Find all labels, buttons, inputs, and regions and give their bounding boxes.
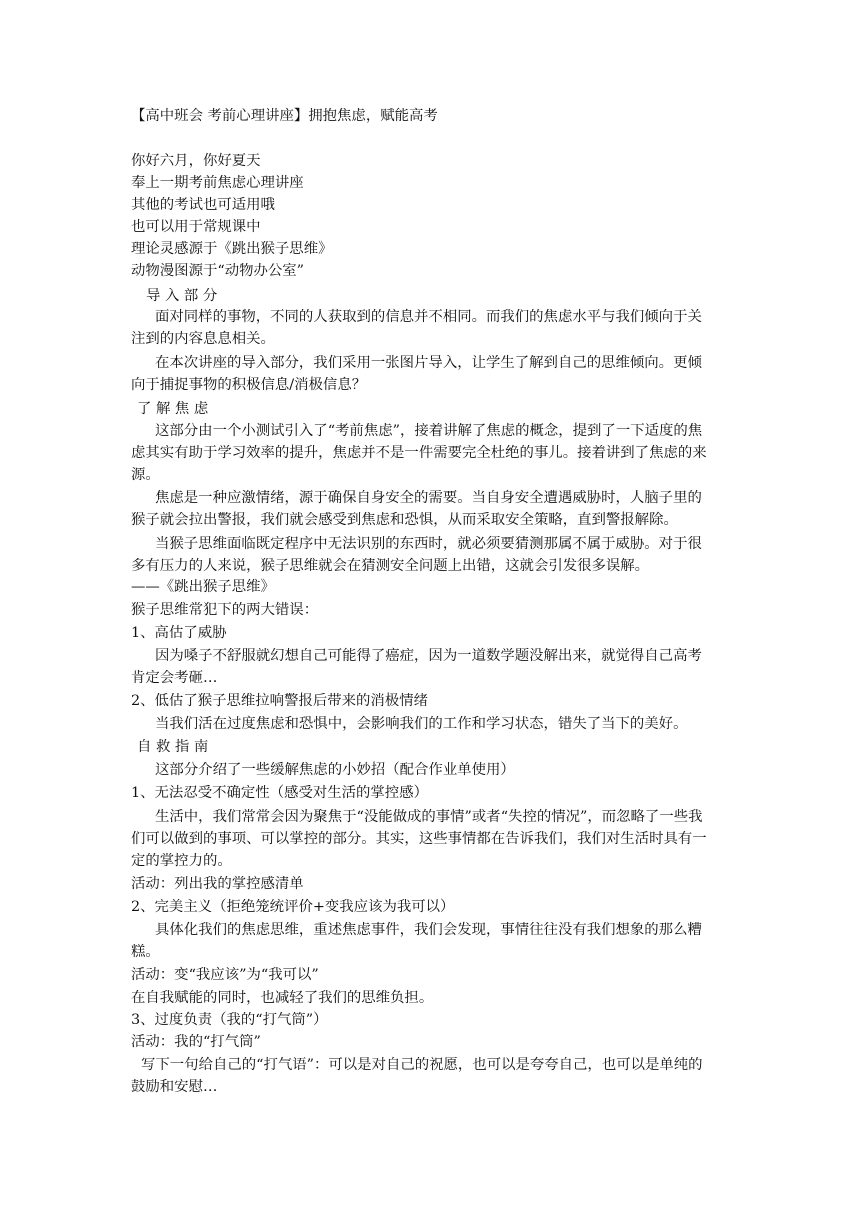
list-item-title: 1、高估了威胁 [131,625,227,641]
paragraph-line: 因为嗓子不舒服就幻想自己可能得了癌症，因为一道数学题没解出来，就觉得自己高考 [155,648,702,664]
paragraph-line: 定的掌控力的。 [131,853,232,869]
intro-line: 也可以用于常规课中 [131,219,261,235]
quote-source: ——《跳出猴子思维》 [131,579,275,595]
paragraph-line: 这部分介绍了一些缓解焦虑的小妙招（配合作业单使用） [155,762,515,778]
section-heading-selfhelp: 自 救 指 南 [137,739,209,755]
paragraph-line: 在自我赋能的同时，也减轻了我们的思维负担。 [131,990,434,1006]
activity-line: 活动：变“我应该”为“我可以” [131,967,319,983]
paragraph-line: 当猴子思维面临既定程序中无法识别的东西时，就必须要猜测那属不属于威胁。对于很 [155,536,702,552]
intro-line: 你好六月，你好夏天 [131,153,261,169]
paragraph-line: 们可以做到的事项、可以掌控的部分。其实，这些事情都在告诉我们，我们对生活时具有一 [131,831,707,847]
paragraph-line: 猴子思维常犯下的两大错误： [131,602,319,618]
intro-line: 其他的考试也可适用哦 [131,197,275,213]
section-heading-intro: 导 入 部 分 [146,288,218,304]
paragraph-line: 向于捕捉事物的积极信息/消极信息？ [131,377,367,393]
paragraph-line: 糕。 [131,944,160,960]
activity-line: 活动：我的“打气筒” [131,1034,261,1050]
paragraph-line: 肯定会考砸… [131,670,218,686]
document-title: 【高中班会 考前心理讲座】拥抱焦虑，赋能高考 [131,108,438,124]
intro-line: 奉上一期考前焦虑心理讲座 [131,175,304,191]
list-item-title: 1、无法忍受不确定性（感受对生活的掌控感） [131,785,428,801]
paragraph-line: 生活中，我们常常会因为聚焦于“没能做成的事情”或者“失控的情况”，而忽略了一些我 [155,809,703,825]
paragraph-line: 鼓励和安慰… [131,1079,218,1095]
intro-line: 动物漫图源于“动物办公室” [131,263,305,279]
list-item-title: 2、完美主义（拒绝笼统评价+变我应该为我可以） [131,899,455,915]
paragraph-line: 这部分由一个小测试引入了“考前焦虑”，接着讲解了焦虑的概念，提到了一下适度的焦 [155,423,703,439]
paragraph-line: 具体化我们的焦虑思维，重述焦虑事件，我们会发现，事情往往没有我们想象的那么糟 [155,922,702,938]
activity-line: 活动：列出我的掌控感清单 [131,876,304,892]
paragraph-line: 注到的内容息息相关。 [131,331,275,347]
section-heading-anxiety: 了 解 焦 虑 [137,401,209,417]
list-item-title: 2、低估了猴子思维拉响警报后带来的消极情绪 [131,693,428,709]
paragraph-line: 多有压力的人来说，猴子思维就会在猜测安全问题上出错，这就会引发很多误解。 [131,558,650,574]
paragraph-line: 写下一句给自己的“打气语”：可以是对自己的祝愿，也可以是夸夸自己，也可以是单纯的 [141,1057,703,1073]
paragraph-line: 在本次讲座的导入部分，我们采用一张图片导入，让学生了解到自己的思维倾向。更倾 [155,355,702,371]
list-item-title: 3、过度负责（我的“打气筒”） [131,1012,328,1028]
paragraph-line: 焦虑是一种应激情绪，源于确保自身安全的需要。当自身安全遭遇威胁时，人脑子里的 [155,490,702,506]
paragraph-line: 当我们活在过度焦虑和恐惧中，会影响我们的工作和学习状态，错失了当下的美好。 [155,716,688,732]
paragraph-line: 虑其实有助于学习效率的提升，焦虑并不是一件需要完全杜绝的事儿。接着讲到了焦虑的来 [131,445,707,461]
paragraph-line: 源。 [131,467,160,483]
paragraph-line: 猴子就会拉出警报，我们就会感受到焦虑和恐惧，从而采取安全策略，直到警报解除。 [131,512,678,528]
intro-line: 理论灵感源于《跳出猴子思维》 [131,241,333,257]
paragraph-line: 面对同样的事物，不同的人获取到的信息并不相同。而我们的焦虑水平与我们倾向于关 [155,309,702,325]
